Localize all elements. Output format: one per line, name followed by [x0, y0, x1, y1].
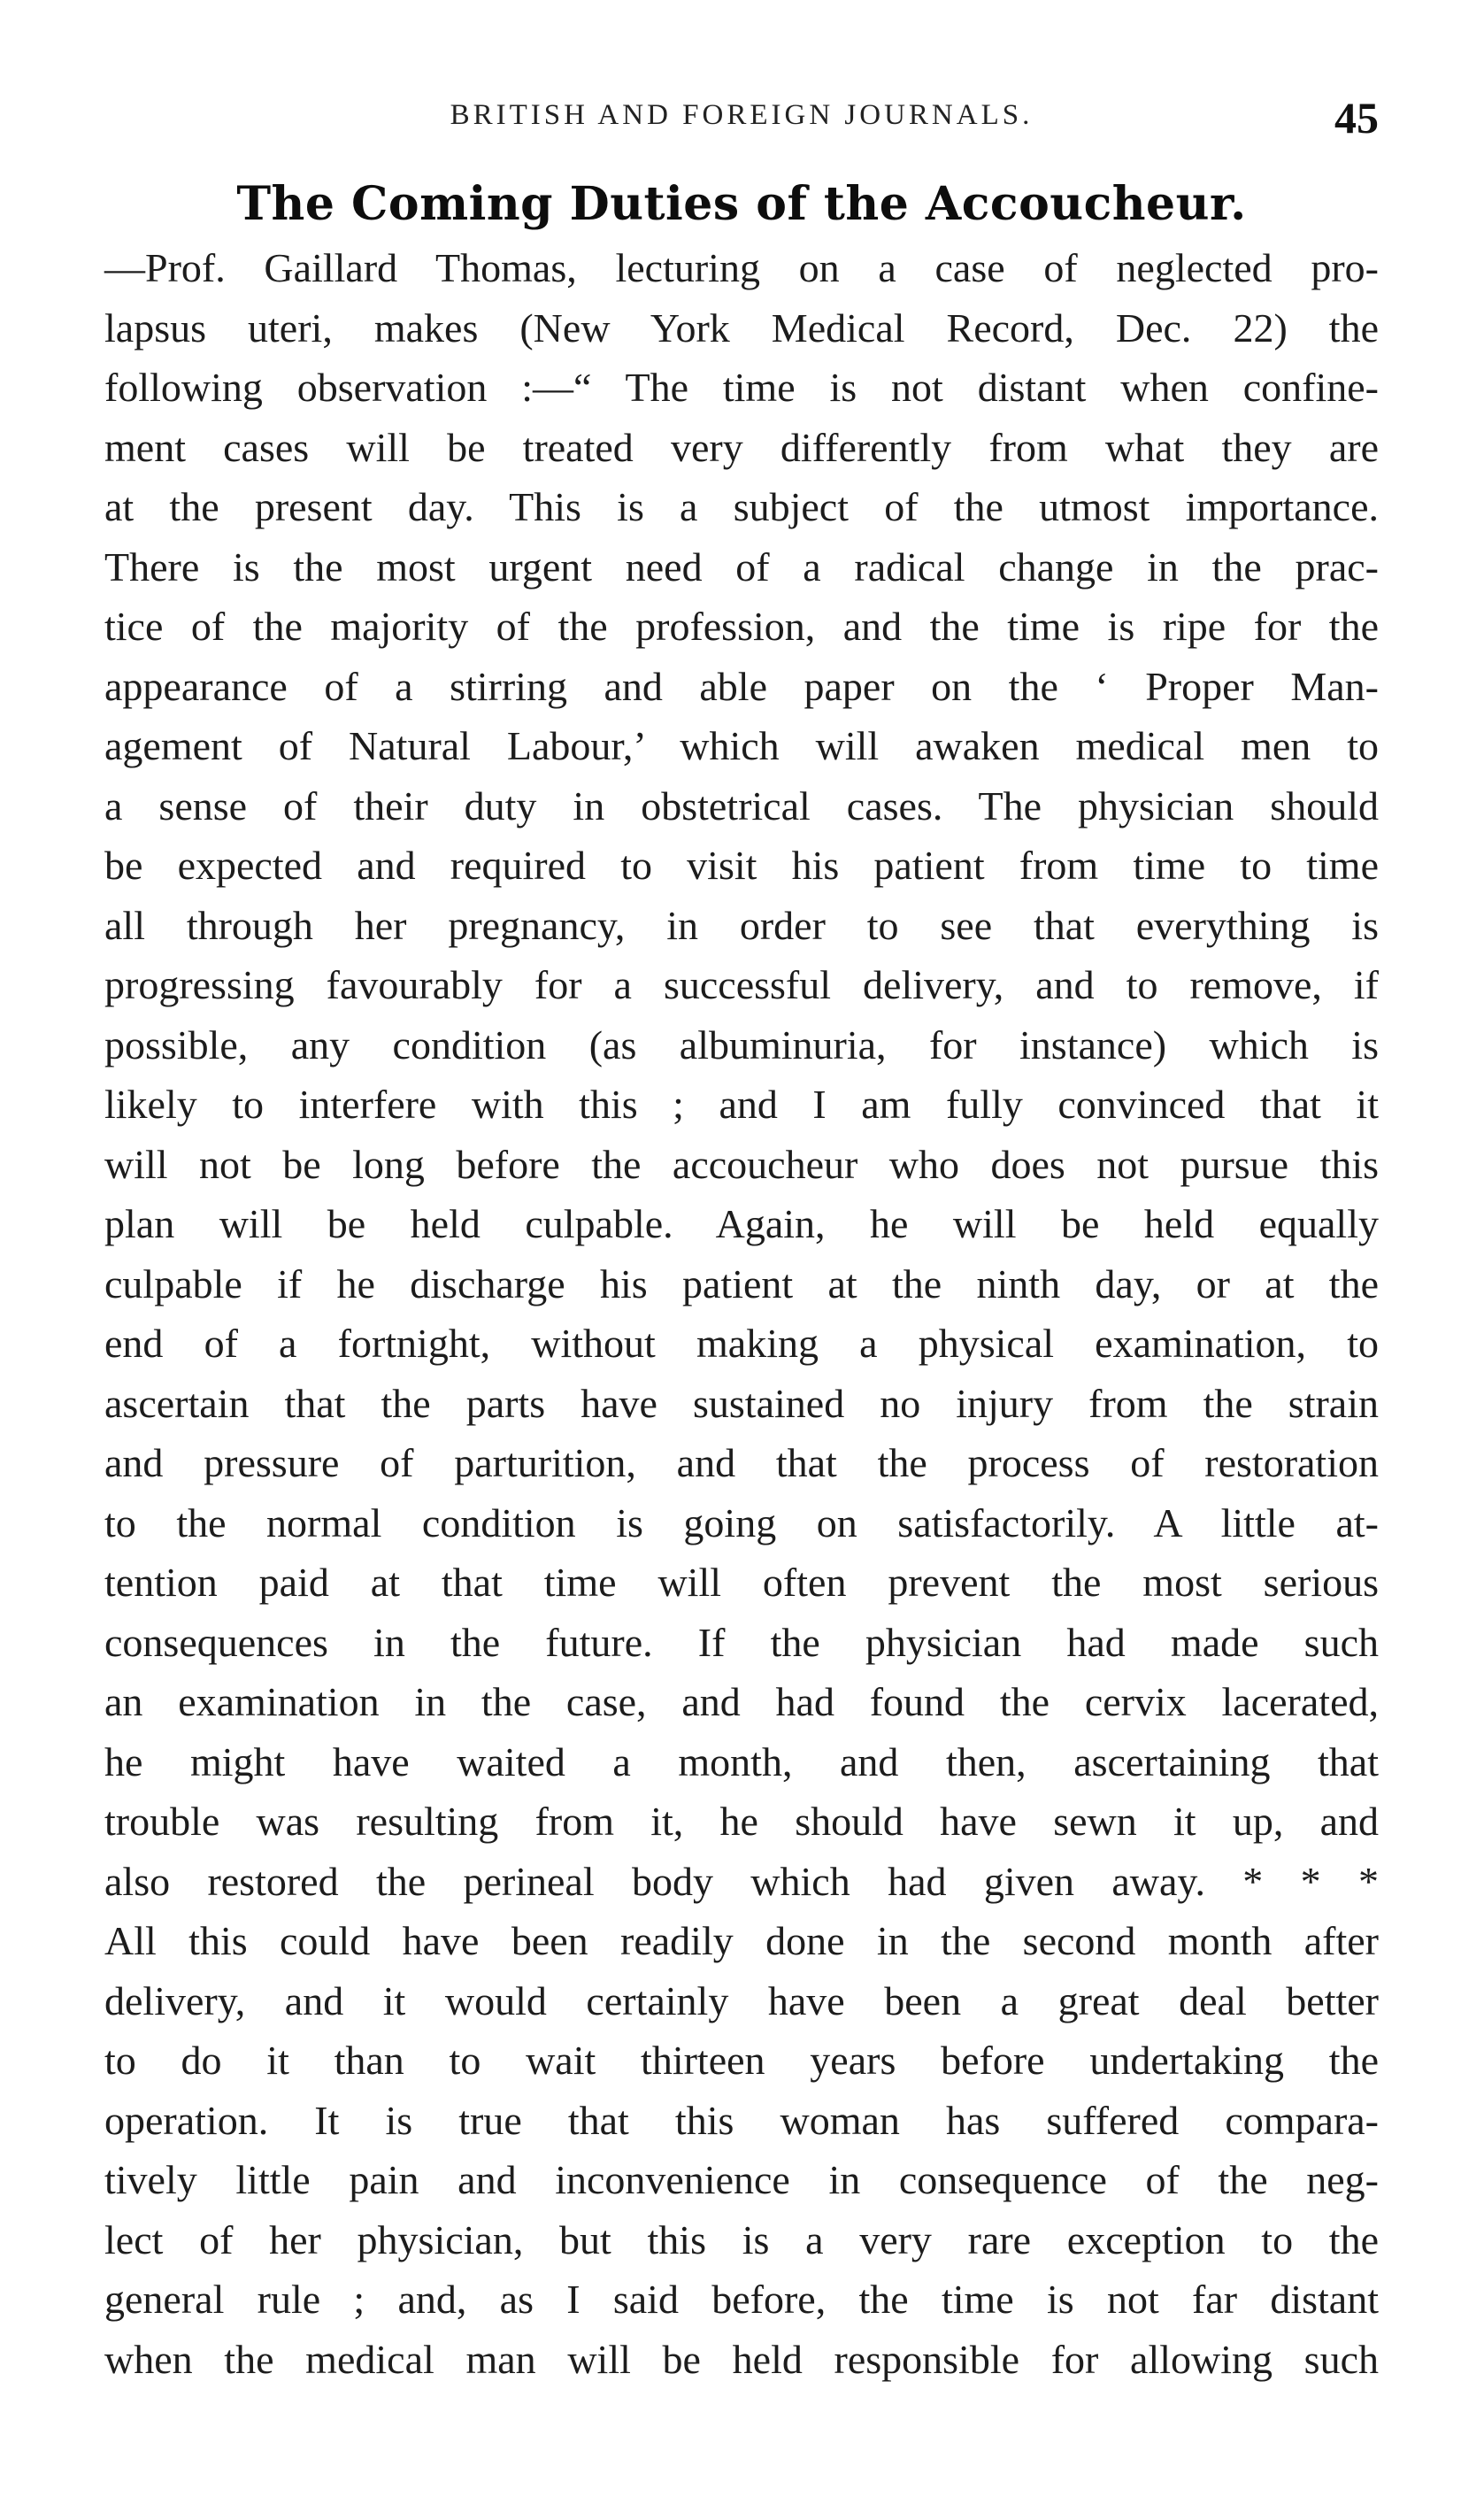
text-line: tively little pain and inconvenience in consequence of the neg-	[104, 2157, 1379, 2202]
text-line: an examination in the case, and had found the cervix lacerated,	[104, 1679, 1379, 1724]
text-line: plan will be held culpable. Again, he will be held equally	[104, 1201, 1379, 1246]
text-line: culpable if he discharge his patient at the ninth day, or at the	[104, 1260, 1379, 1306]
running-title: BRITISH AND FOREIGN JOURNALS.	[450, 99, 1034, 131]
text-line: when the medical man will be held responsible for allowing such	[104, 2336, 1379, 2382]
text-line: lect of her physician, but this is a very rare exception to the	[104, 2216, 1379, 2262]
article-title: The Coming Duties of the Accoucheur.	[236, 177, 1247, 231]
text-line: lapsus uteri, makes (New York Medical Record, Dec. 22) the	[104, 304, 1379, 351]
article	[104, 177, 1379, 2389]
text-line: possible, any condition (as albuminuria, for instance) which is	[104, 1021, 1379, 1067]
text-line: progressing favourably for a successful delivery, and to remove, if	[104, 962, 1379, 1007]
text-line: consequences in the future. If the physician had made such	[104, 1619, 1379, 1665]
text-line: to do it than to wait thirteen years before undertaking the	[104, 2038, 1379, 2083]
text-line: a sense of their duty in obstetrical cases. The physician should	[104, 782, 1379, 828]
text-line: operation. It is true that this woman has suffered compara-	[104, 2097, 1379, 2143]
text-line: general rule ; and, as I said before, the time is not far distant	[104, 2277, 1379, 2322]
text-line: be expected and required to visit his patient from time to time	[104, 843, 1379, 888]
text-line: at the present day. This is a subject of the utmost importance.	[104, 484, 1379, 529]
text-line: and pressure of parturition, and that the process of restoration	[104, 1440, 1379, 1485]
text-line: to the normal condition is going on satisfactorily. A little at-	[104, 1499, 1379, 1545]
text-line: ascertain that the parts have sustained no injury from the strain	[104, 1380, 1379, 1426]
text-line: he might have waited a month, and then, ascertaining that	[104, 1738, 1379, 1784]
text-line: agement of Natural Labour,’ which will awaken medical men to	[104, 723, 1379, 768]
text-line: also restored the perineal body which had given away. * * *	[104, 1858, 1379, 1904]
text-line: tention paid at that time will often prevent the most serious	[104, 1560, 1379, 1605]
text-line: There is the most urgent need of a radical change in the prac-	[104, 543, 1379, 590]
text-line: ment cases will be treated very differently from what they are	[104, 424, 1379, 470]
text-line: following observation :—“ The time is not distant when confine-	[104, 365, 1379, 410]
text-line: trouble was resulting from it, he should have sewn it up, and	[104, 1799, 1379, 1844]
text-line: —Prof. Gaillard Thomas, lecturing on a case of neglected pro-	[104, 245, 1379, 290]
text-line: delivery, and it would certainly have been a great deal better	[104, 1977, 1379, 2023]
text-line: All this could have been readily done in the second month after	[104, 1918, 1379, 1963]
text-line: will not be long before the accoucheur who does not pursue this	[104, 1141, 1379, 1187]
running-head	[104, 93, 1379, 152]
text-line: end of a fortnight, without making a physical examination, to	[104, 1321, 1379, 1366]
article-body	[104, 238, 1379, 2389]
page-number: 45	[1334, 93, 1379, 143]
text-line: appearance of a stirring and able paper on the ‘ Proper Man-	[104, 663, 1379, 709]
text-line: likely to interfere with this ; and I am fully convinced that it	[104, 1082, 1379, 1127]
text-line: all through her pregnancy, in order to see that everything is	[104, 902, 1379, 948]
text-line: tice of the majority of the profession, and the time is ripe for the	[104, 604, 1379, 649]
